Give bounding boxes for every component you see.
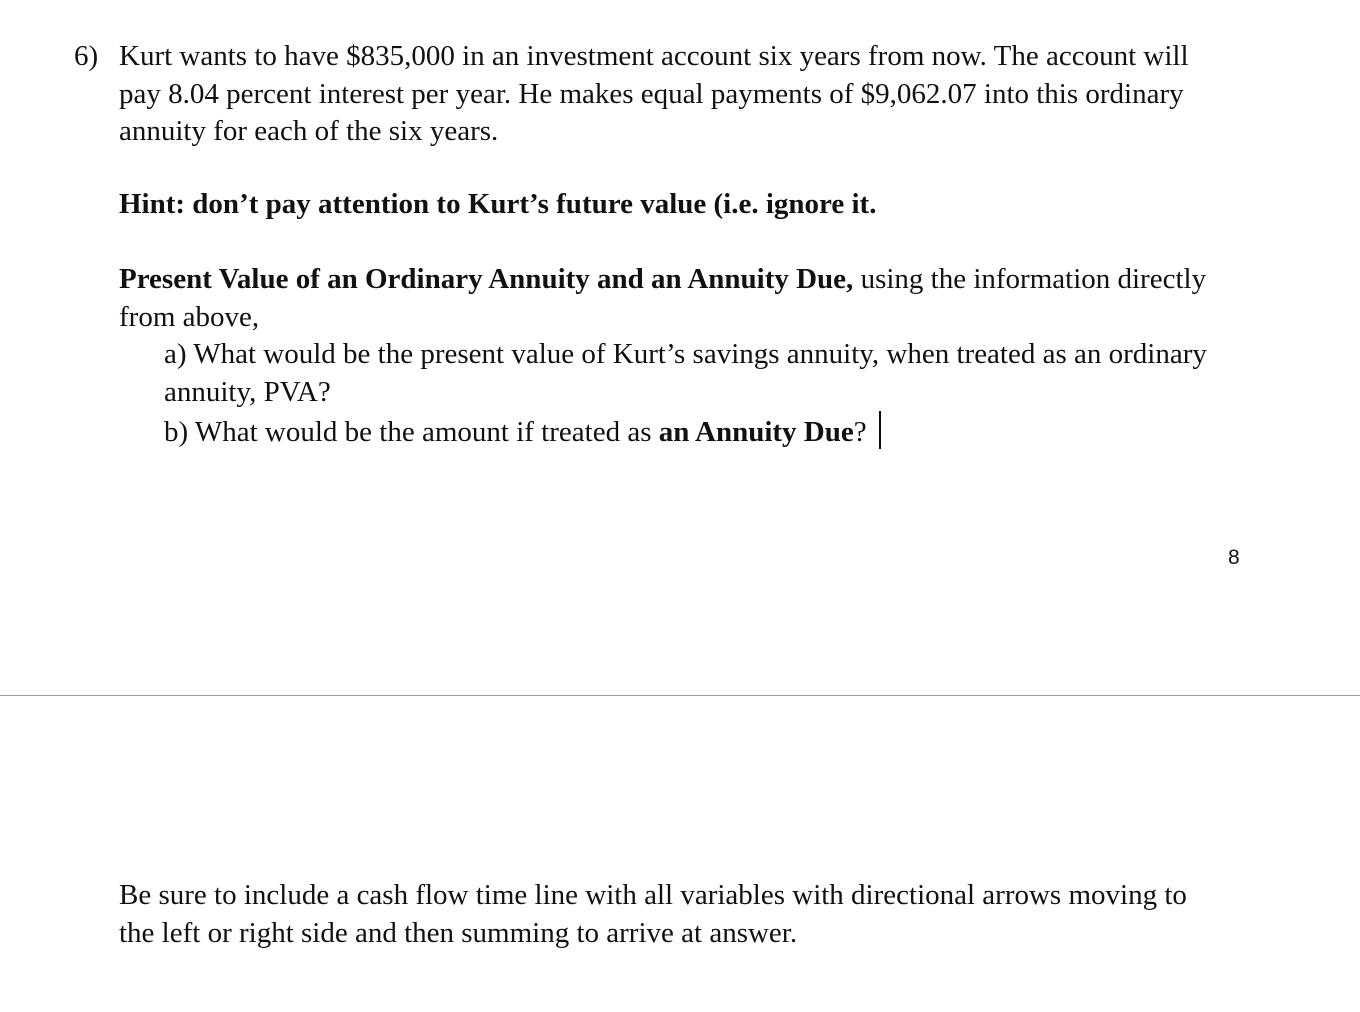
footer-line: the left or right side and then summing to arrive at answer. — [119, 916, 798, 949]
page-break-divider — [0, 695, 1360, 696]
part-b-prefix: b) What would be the amount if treated as — [164, 416, 659, 448]
text-cursor[interactable] — [879, 411, 881, 449]
part-b-question[interactable] — [164, 411, 1254, 452]
pv-section-intro — [119, 261, 1249, 336]
pv-section-line — [119, 261, 1249, 299]
part-b-line[interactable] — [164, 411, 1254, 452]
footer-line: Be sure to include a cash flow time line with all variables with directional arrows moving to — [119, 879, 1187, 911]
question-number: 6) — [74, 40, 99, 72]
pv-section-line: from above, — [119, 300, 260, 333]
footer-instructions — [119, 877, 1249, 952]
part-a-line: annuity, PVA? — [164, 375, 331, 408]
hint-text: Hint: don’t pay attention to Kurt’s future value (i.e. ignore it. — [119, 188, 877, 220]
part-b-bold: an Annuity Due — [658, 416, 854, 448]
part-a-line: a) What would be the present value of Kurt’s savings annuity, when treated as an ordinary — [164, 338, 1207, 370]
question-text — [119, 38, 1239, 151]
pv-section-heading: Present Value of an Ordinary Annuity and an Annuity Due, — [119, 263, 854, 295]
pv-section-rest: using the information directly — [853, 263, 1207, 295]
question-line: Kurt wants to have $835,000 in an investment account six years from now. The account will — [119, 40, 1189, 72]
page-number: 8 — [1228, 546, 1240, 569]
question-line: annuity for each of the six years. — [119, 115, 499, 147]
part-a-question — [164, 336, 1254, 411]
part-b-suffix: ? — [853, 416, 867, 448]
question-line: pay 8.04 percent interest per year. He makes equal payments of $9,062.07 into this ordinary — [119, 77, 1184, 110]
